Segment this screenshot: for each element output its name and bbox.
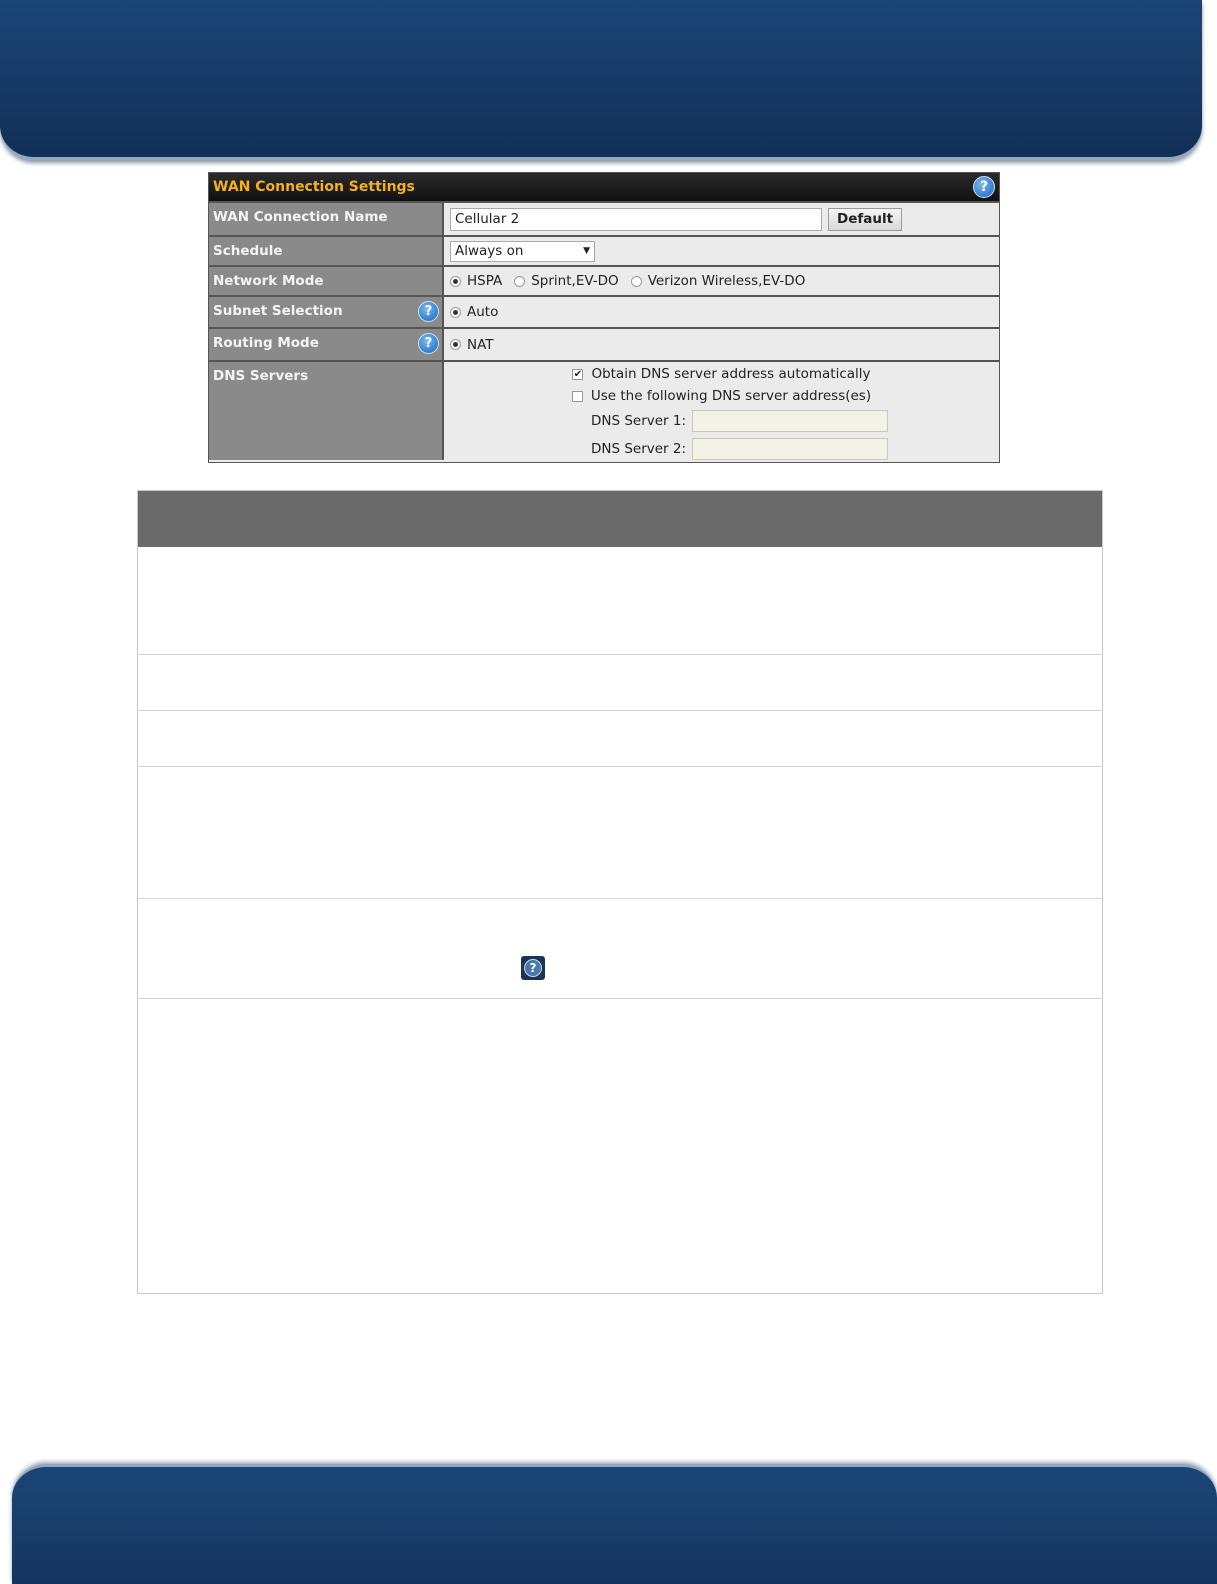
dns-manual-label: Use the following DNS server address(es) (590, 388, 872, 404)
wan-connection-settings-panel (208, 172, 1000, 463)
radio-nat[interactable] (450, 339, 461, 350)
dns-server-2-input[interactable] (692, 438, 888, 460)
row-dns-servers (209, 360, 999, 460)
subnet-selection-label-cell (209, 297, 444, 327)
radio-hspa[interactable] (450, 276, 461, 287)
dns-server-1-input[interactable] (692, 410, 888, 432)
radio-auto-label: Auto (467, 304, 499, 320)
default-button[interactable]: Default (828, 208, 902, 231)
row-subnet-selection (209, 295, 999, 327)
row-connection-name (209, 201, 999, 235)
top-banner (0, 0, 1202, 160)
subnet-selection-label: Subnet Selection (213, 303, 343, 319)
dns-auto-checkbox[interactable]: ✔ (573, 368, 583, 380)
connection-name-label: WAN Connection Name (209, 203, 444, 235)
schedule-value-cell (444, 237, 999, 265)
description-table-header (138, 491, 1102, 547)
panel-title: WAN Connection Settings (213, 179, 415, 195)
radio-verizon-evdo-label: Verizon Wireless,EV-DO (647, 273, 806, 289)
dns-server-1-line (555, 410, 888, 432)
help-icon[interactable]: ? (418, 301, 439, 322)
subnet-selection-value-cell (444, 297, 999, 327)
dns-servers-value-cell (444, 362, 999, 460)
table-row (138, 654, 1102, 710)
network-mode-label: Network Mode (209, 267, 444, 295)
description-table (137, 490, 1103, 1294)
dns-servers-label: DNS Servers (209, 362, 444, 460)
routing-mode-value-cell (444, 329, 999, 360)
panel-header (209, 173, 999, 201)
help-icon[interactable]: ? (418, 333, 439, 354)
radio-hspa-label: HSPA (467, 273, 503, 289)
radio-sprint-evdo[interactable] (514, 276, 525, 287)
schedule-selected-value: Always on (455, 243, 524, 259)
connection-name-input[interactable]: Cellular 2 (450, 208, 822, 231)
table-row (138, 898, 1102, 998)
dns-server-2-label: DNS Server 2: (590, 441, 687, 457)
row-routing-mode (209, 327, 999, 360)
dns-auto-line (572, 366, 870, 382)
row-network-mode (209, 265, 999, 295)
radio-nat-label: NAT (467, 336, 494, 353)
help-icon-glyph: ? (524, 959, 542, 977)
radio-sprint-evdo-label: Sprint,EV-DO (531, 273, 619, 289)
dns-manual-checkbox[interactable] (572, 391, 583, 402)
bottom-banner (12, 1464, 1217, 1584)
dns-auto-label: Obtain DNS server address automatically (591, 366, 871, 382)
connection-name-value-cell (444, 203, 999, 235)
table-row (138, 710, 1102, 766)
help-icon[interactable]: ? (973, 176, 995, 198)
radio-verizon-evdo[interactable] (631, 276, 642, 287)
schedule-label: Schedule (209, 237, 444, 265)
dns-server-2-line (555, 438, 888, 460)
routing-mode-label-cell (209, 329, 444, 360)
table-row (138, 547, 1102, 654)
row-schedule (209, 235, 999, 265)
network-mode-value-cell (444, 267, 999, 295)
dns-manual-line (572, 388, 871, 404)
help-icon (521, 956, 545, 980)
table-row (138, 998, 1102, 1293)
dropdown-arrow-icon: ▼ (583, 246, 590, 256)
radio-auto[interactable] (450, 307, 461, 318)
table-row (138, 766, 1102, 898)
routing-mode-label: Routing Mode (213, 335, 319, 351)
schedule-select[interactable] (450, 241, 595, 262)
dns-server-1-label: DNS Server 1: (590, 413, 687, 429)
